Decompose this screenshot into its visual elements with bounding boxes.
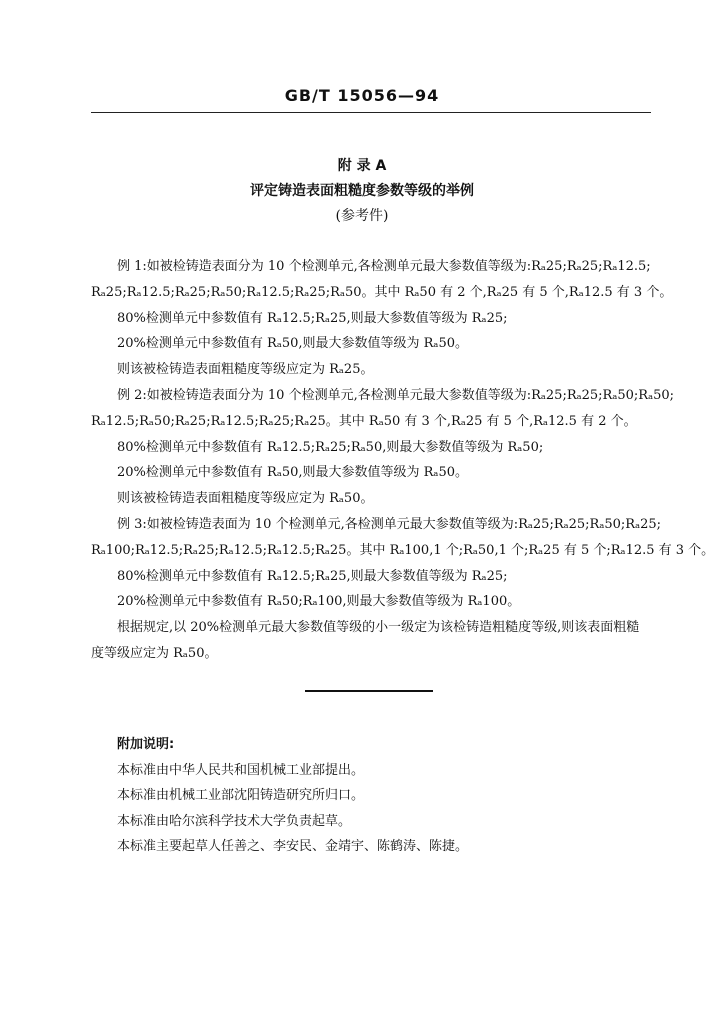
body-line: 20%检测单元中参数值有 Rₐ50,则最大参数值等级为 Rₐ50。	[117, 465, 468, 481]
body-line: 则该被检铸造表面粗糙度等级应定为 Rₐ50。	[117, 491, 374, 507]
body-line: 例 2:如被检铸造表面分为 10 个检测单元,各检测单元最大参数值等级为:Rₐ25;Rₐ25;Rₐ50;Rₐ50;	[117, 387, 675, 403]
body-line: Rₐ25;Rₐ12.5;Rₐ25;Rₐ50;Rₐ12.5;Rₐ25;Rₐ50。其中 Rₐ50 有 2 个,Rₐ25 有 5 个,Rₐ12.5 有 3 个。	[91, 284, 673, 300]
appendix-label: 附 录 A	[337, 158, 387, 174]
body-line: 例 1:如被检铸造表面分为 10 个检测单元,各检测单元最大参数值等级为:Rₐ25;Rₐ25;Rₐ12.5;	[117, 259, 651, 274]
body-line: 例 3:如被检铸造表面为 10 个检测单元,各检测单元最大参数值等级为:Rₐ25;Rₐ25;Rₐ50;Rₐ25;	[117, 516, 662, 532]
note-item: 本标准由哈尔滨科学技术大学负责起草。	[117, 813, 352, 829]
note-item: 本标准主要起草人任善之、李安民、金靖宇、陈鹤涛、陈捷。	[117, 839, 469, 854]
body-line: 20%检测单元中参数值有 Rₐ50,则最大参数值等级为 Rₐ50。	[117, 336, 468, 352]
body-line: 根据规定,以 20%检测单元最大参数值等级的小一级定为该检铸造粗糙度等级,则该表面粗糙度等级应定为 Rₐ50。	[91, 620, 640, 661]
note-item: 本标准由机械工业部沈阳铸造研究所归口。	[117, 788, 365, 803]
end-rule	[305, 690, 433, 692]
body-line: Rₐ100;Rₐ12.5;Rₐ25;Rₐ12.5;Rₐ12.5;Rₐ25。其中 Rₐ100,1 个;Rₐ50,1 个;Rₐ25 有 5 个;Rₐ12.5 有 3 个。	[91, 542, 715, 558]
body-line: Rₐ12.5;Rₐ50;Rₐ25;Rₐ12.5;Rₐ25;Rₐ25。其中 Rₐ50 有 3 个,Rₐ25 有 5 个,Rₐ12.5 有 2 个。	[91, 413, 637, 429]
appendix-body	[91, 254, 715, 667]
body-line: 20%检测单元中参数值有 Rₐ50;Rₐ100,则最大参数值等级为 Rₐ100。	[117, 594, 521, 610]
notes-title: 附加说明:	[117, 737, 175, 752]
additional-notes	[117, 732, 637, 860]
notes-list	[117, 758, 637, 860]
standard-number-header: GB/T 15056—94	[284, 86, 440, 105]
body-line: 80%检测单元中参数值有 Rₐ12.5;Rₐ25,则最大参数值等级为 Rₐ25;	[117, 568, 508, 584]
body-line: 则该被检铸造表面粗糙度等级应定为 Rₐ25。	[117, 362, 374, 378]
body-line: 80%检测单元中参数值有 Rₐ12.5;Rₐ25,则最大参数值等级为 Rₐ25;	[117, 310, 508, 326]
body-line: 80%检测单元中参数值有 Rₐ12.5;Rₐ25;Rₐ50,则最大参数值等级为 Rₐ50;	[117, 439, 544, 455]
header-rule	[91, 112, 651, 113]
appendix-note: (参考件)	[335, 208, 389, 224]
appendix-title: 评定铸造表面粗糙度参数等级的举例	[250, 183, 474, 199]
note-item: 本标准由中华人民共和国机械工业部提出。	[117, 762, 365, 778]
